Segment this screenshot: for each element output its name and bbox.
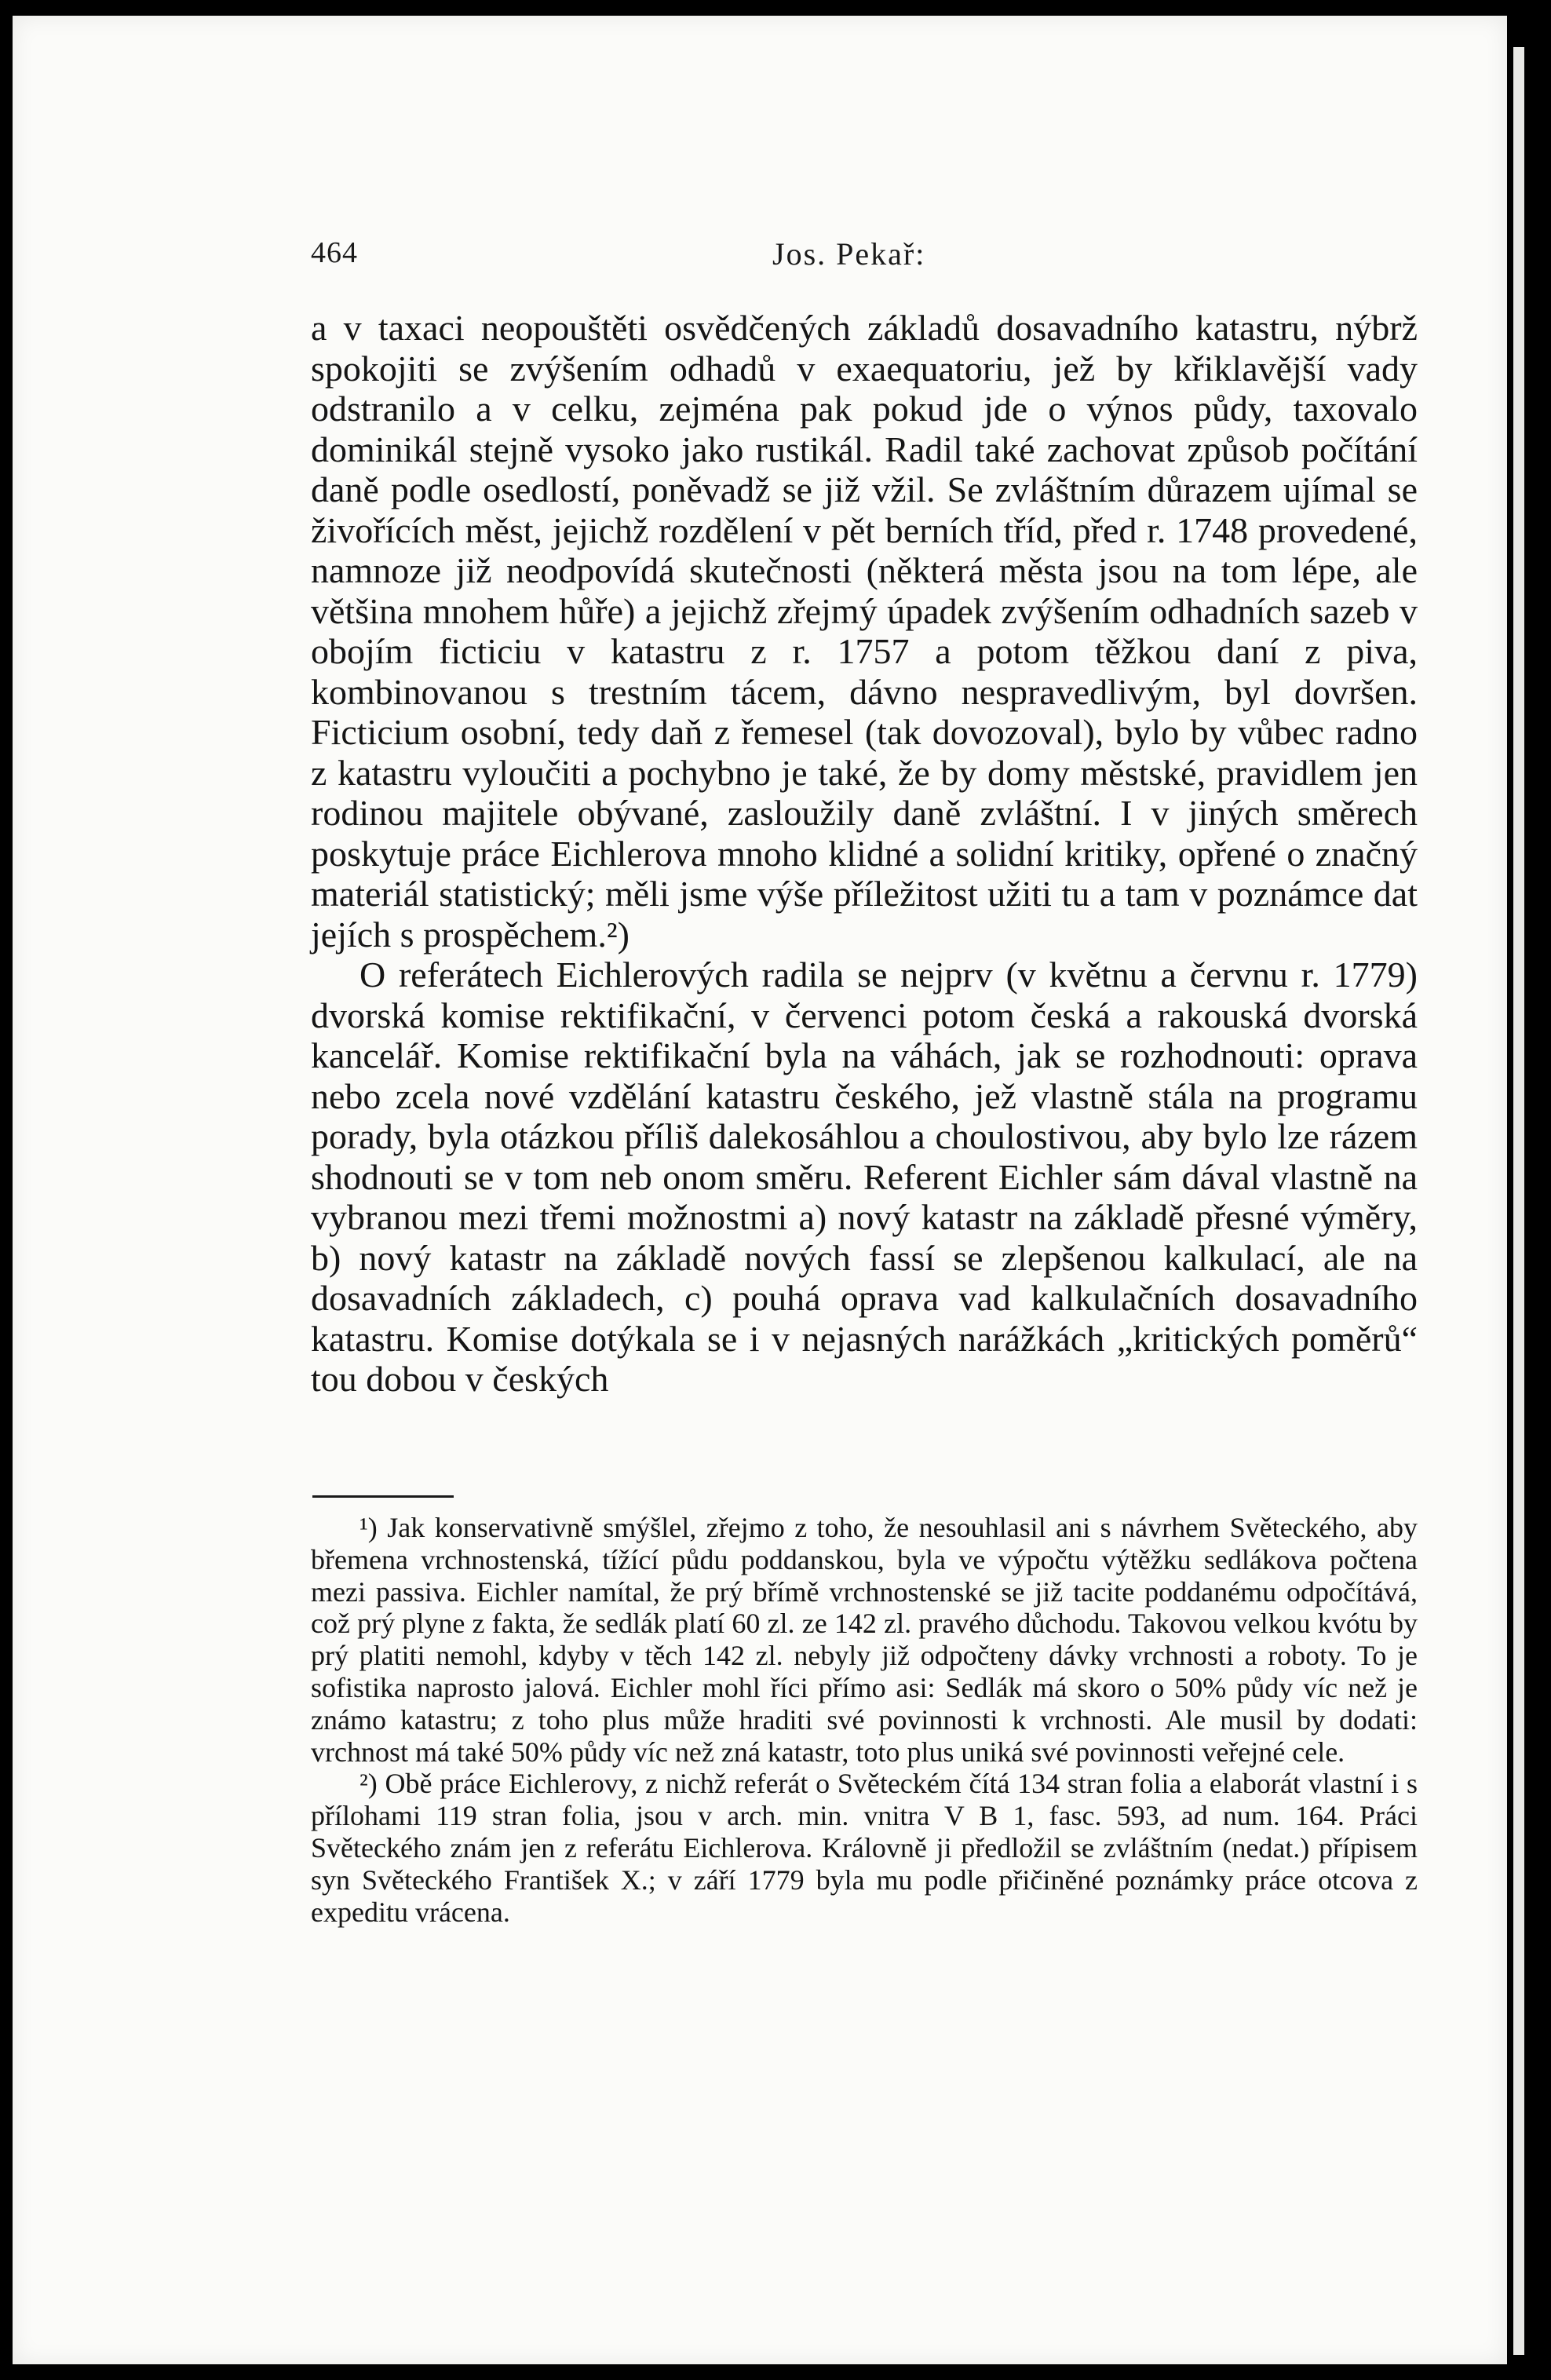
footnote-divider	[312, 1495, 454, 1498]
page-edge	[1513, 47, 1524, 2355]
footnotes	[311, 1512, 1418, 1928]
footnote-mark: ¹)	[359, 1512, 378, 1543]
running-title: Jos. Pekař:	[772, 236, 926, 272]
footnote-text: Obě práce Eichlerovy, z nichž referát o Světeckém čítá 134 stran folia a elaborát vlastní i s přílohami 119 stran folia, jsou v arch. min. vnitra V B 1, fasc. 593, ad num. 164. Práci Světeckého znám jen z referátu Eichlerova. Královně ji předložil se zvláštním (nedat.) přípisem syn Světeckého František X.; v září 1779 byla mu podle přičiněné poznámky práce otcova z expeditu vrácena.	[311, 1768, 1418, 1928]
main-text	[311, 308, 1418, 1400]
paragraph: a v taxaci neopouštěti osvědčených základů dosavadního katastru, nýbrž spokojiti se zvýšením odhadů v exaequatoriu, jež by křiklavější vady odstranilo a v celku, zejména pak pokud jde o výnos půdy, taxovalo dominikál stejně vysoko jako rustikál. Radil také zachovat způsob počítání daně podle osedlostí, poněvadž se již vžil. Se zvláštním důrazem ujímal se živořících měst, jejichž rozdělení v pět berních tříd, před r. 1748 provedené, namnoze již neodpovídá skutečnosti (některá města jsou na tom lépe, ale většina mnohem hůře) a jejichž zřejmý úpadek zvýšením odhadních sazeb v obojím ficticiu v katastru z r. 1757 a potom těžkou daní z piva, kombinovanou s trestním tácem, dávno nespravedlivým, byl dovršen. Ficticium osobní, tedy daň z řemesel (tak dovozoval), bylo by vůbec radno z katastru vyloučiti a pochybno je také, že by domy městské, pravidlem jen rodinou majitele obývané, zasloužily daně zvláštní. I v jiných směrech poskytuje práce Eichlerova mnoho klidné a solidní kritiky, opřené o značný materiál statistický; měli jsme výše příležitost užiti tu a tam v poznámce dat jejích s prospěchem.²)	[311, 308, 1418, 955]
page-number: 464	[311, 236, 358, 269]
footnote-mark: ²)	[359, 1768, 378, 1800]
footnote	[311, 1512, 1418, 1768]
footnote-text: Jak konservativně smýšlel, zřejmo z toho, že nesouhlasil ani s návrhem Světeckého, aby břemena vrchnostenská, tížící půdu poddanskou, byla ve výpočtu výtěžku sedlákova počtena mezi passiva. Eichler namítal, že prý břímě vrchnostenské se již tacite poddanému odpočítává, což prý plyne z fakta, že sedlák platí 60 zl. ze 142 zl. pravého důchodu. Takovou velkou kvótu by prý platiti nemohl, kdyby v těch 142 zl. nebyly již odpočteny dávky vrchnosti a roboty. To je sofistika naprosto jalová. Eichler mohl říci přímo asi: Sedlák má skoro o 50% půdy víc než je známo katastru; z toho plus může hraditi své povinnosti k vrchnosti. Ale musil by dodati: vrchnost má také 50% půdy víc než zná katastr, toto plus uniká své povinnosti veřejné cele.	[311, 1512, 1418, 1768]
paragraph: O referátech Eichlerových radila se nejprv (v květnu a červnu r. 1779) dvorská komise rektifikační, v červenci potom česká a rakouská dvorská kancelář. Komise rektifikační byla na váhách, jak se rozhodnouti: oprava nebo zcela nové vzdělání katastru českého, jež vlastně stála na programu porady, byla otázkou příliš dalekosáhlou a choulostivou, aby bylo lze rázem shodnouti se v tom neb onom směru. Referent Eichler sám dával vlastně na vybranou mezi třemi možnostmi a) nový katastr na základě přesné výměry, b) nový katastr na základě nových fassí se zlepšenou kalkulací, ale na dosavadních základech, c) pouhá oprava vad kalkulačních dosavadního katastru. Komise dotýkala se i v nejasných narážkách „kritických poměrů“ tou dobou v českých	[311, 955, 1418, 1399]
page-header	[311, 235, 1425, 283]
footnote	[311, 1768, 1418, 1928]
